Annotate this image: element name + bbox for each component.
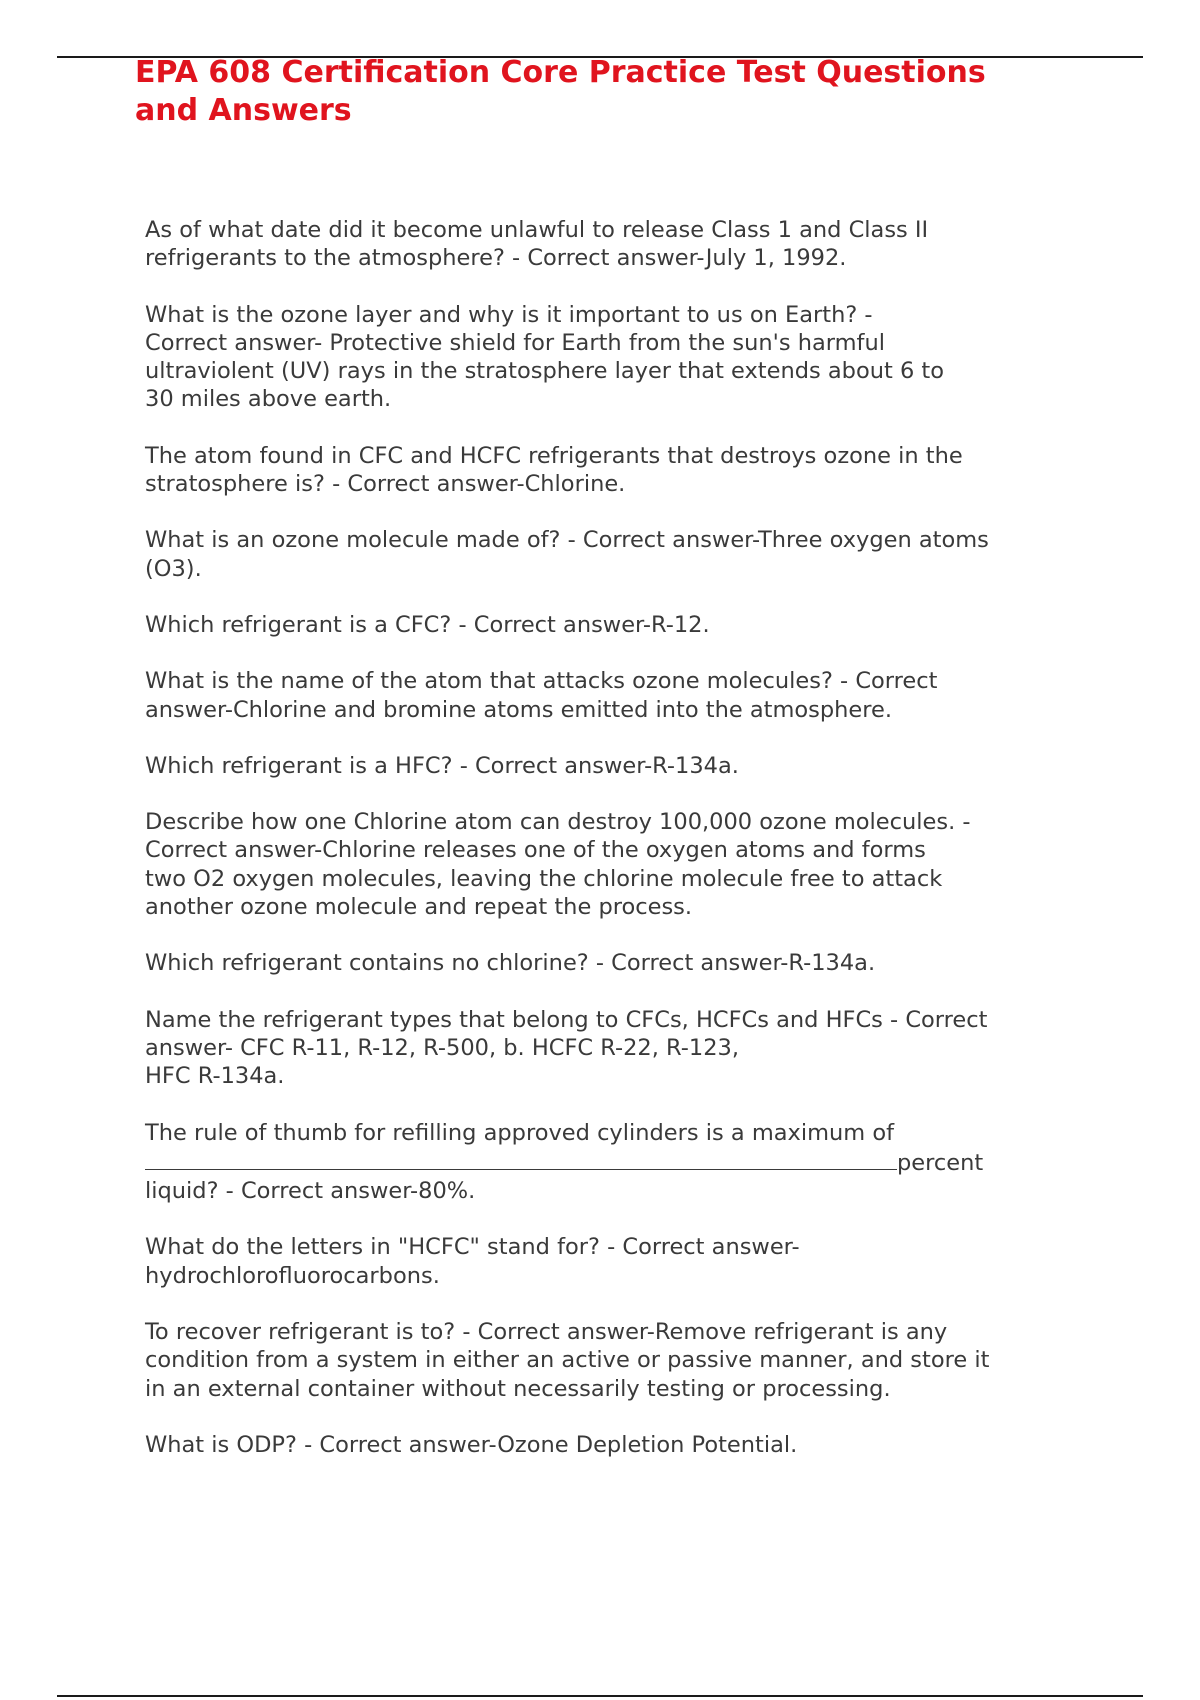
qa-line: The rule of thumb for refilling approved cylinders is a maximum of — [145, 1119, 895, 1146]
qa-line: Which refrigerant is a CFC? - Correct answer-R-12. — [145, 611, 710, 638]
qa-item — [145, 1318, 1075, 1403]
qa-item — [145, 1431, 1075, 1459]
qa-item — [145, 808, 1075, 921]
qa-line: answer-Chlorine and bromine atoms emitted into the atmosphere. — [145, 696, 892, 723]
fill-in-blank-line — [145, 1147, 897, 1170]
qa-line: Correct answer-Chlorine releases one of the oxygen atoms and forms — [145, 837, 926, 864]
qa-line: Describe how one Chlorine atom can destroy 100,000 ozone molecules. - — [145, 809, 971, 836]
qa-item — [145, 442, 1075, 499]
qa-line: Name the refrigerant types that belong to CFCs, HCFCs and HFCs - Correct — [145, 1006, 988, 1033]
qa-line: Which refrigerant contains no chlorine? - Correct answer-R-134a. — [145, 950, 876, 977]
qa-line: liquid? - Correct answer-80%. — [145, 1178, 476, 1205]
bottom-divider — [57, 1695, 1143, 1697]
qa-line: What do the letters in "HCFC" stand for? - Correct answer- — [145, 1234, 800, 1261]
qa-line-suffix: percent — [897, 1149, 984, 1176]
qa-line: in an external container without necessarily testing or processing. — [145, 1375, 891, 1402]
qa-line: hydrochlorofluorocarbons. — [145, 1262, 440, 1289]
question-answer-list — [145, 216, 1075, 1487]
title-line-1: EPA 608 Certification Core Practice Test Questions — [135, 55, 986, 90]
qa-item — [145, 526, 1075, 583]
qa-line: stratosphere is? - Correct answer-Chlorine. — [145, 471, 626, 498]
qa-item — [145, 667, 1075, 724]
document-title — [135, 54, 1095, 130]
qa-line: What is ODP? - Correct answer-Ozone Depletion Potential. — [145, 1431, 798, 1458]
qa-item — [145, 752, 1075, 780]
qa-line: another ozone molecule and repeat the process. — [145, 894, 693, 921]
qa-line: condition from a system in either an active or passive manner, and store it — [145, 1347, 990, 1374]
qa-line: The atom found in CFC and HCFC refrigerants that destroys ozone in the — [145, 442, 963, 469]
qa-item — [145, 1233, 1075, 1290]
qa-line: two O2 oxygen molecules, leaving the chlorine molecule free to attack — [145, 865, 943, 892]
qa-line: answer- CFC R-11, R-12, R-500, b. HCFC R-22, R-123, — [145, 1034, 739, 1061]
qa-item — [145, 1006, 1075, 1091]
qa-line: refrigerants to the atmosphere? - Correct answer-July 1, 1992. — [145, 245, 847, 272]
qa-line-with-blank — [145, 1147, 1075, 1177]
qa-item — [145, 216, 1075, 273]
qa-item — [145, 611, 1075, 639]
qa-item — [145, 949, 1075, 977]
qa-line: 30 miles above earth. — [145, 386, 392, 413]
qa-line: HFC R-134a. — [145, 1063, 285, 1090]
qa-item — [145, 1119, 1075, 1206]
title-line-2: and Answers — [135, 93, 352, 128]
qa-line: Correct answer- Protective shield for Earth from the sun's harmful — [145, 329, 885, 356]
qa-line: ultraviolent (UV) rays in the stratosphere layer that extends about 6 to — [145, 358, 945, 385]
qa-line: (O3). — [145, 555, 202, 582]
qa-line: Which refrigerant is a HFC? - Correct answer-R-134a. — [145, 752, 739, 779]
qa-line: To recover refrigerant is to? - Correct answer-Remove refrigerant is any — [145, 1319, 948, 1346]
qa-line: What is the name of the atom that attacks ozone molecules? - Correct — [145, 668, 938, 695]
qa-line: As of what date did it become unlawful to release Class 1 and Class II — [145, 217, 929, 243]
qa-item — [145, 301, 1075, 414]
qa-line: What is the ozone layer and why is it important to us on Earth? - — [145, 301, 873, 328]
qa-line: What is an ozone molecule made of? - Correct answer-Three oxygen atoms — [145, 527, 989, 554]
